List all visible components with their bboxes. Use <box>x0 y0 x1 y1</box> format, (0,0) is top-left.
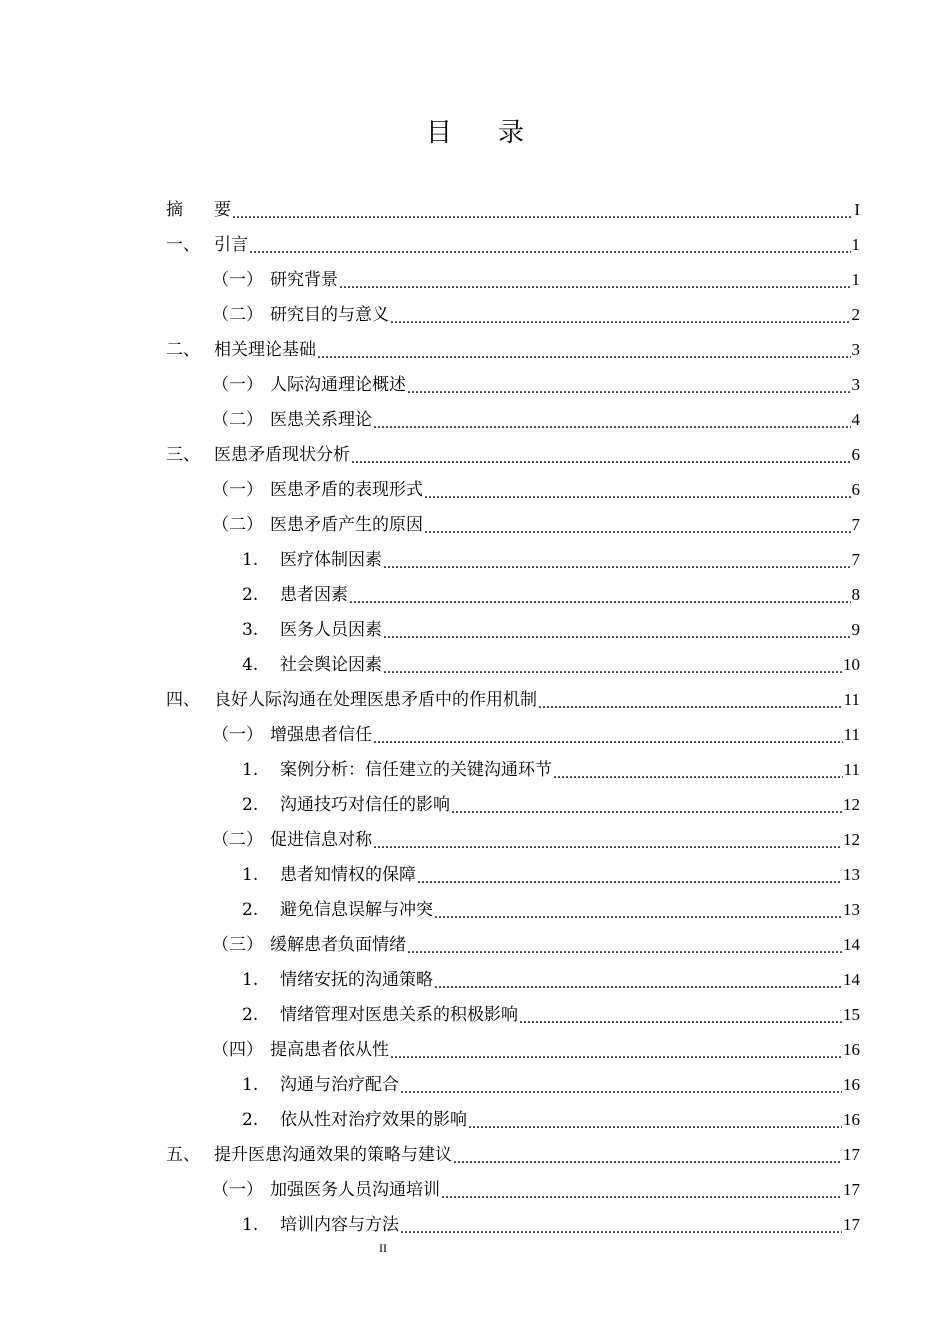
toc-entry-page-number: 16 <box>843 1074 860 1094</box>
toc-entry-label: 情绪安抚的沟通策略 <box>280 969 433 990</box>
toc-entry-page-number: 11 <box>843 759 860 779</box>
dot-leader <box>390 314 851 332</box>
toc-entry-label: 促进信息对称 <box>270 829 372 850</box>
dot-leader <box>383 559 851 577</box>
toc-entry-label: 社会舆论因素 <box>280 654 382 675</box>
toc-entry-number: 3. <box>242 619 259 640</box>
dot-leader <box>373 734 843 752</box>
toc-entry-label: 医务人员因素 <box>280 619 382 640</box>
toc-entry-page-number: 3 <box>851 339 860 359</box>
toc-entry-number: （一） <box>212 479 263 500</box>
toc-entry-page-number: 9 <box>851 619 860 639</box>
toc-entry-label: 沟通技巧对信任的影响 <box>280 794 450 815</box>
dot-leader <box>434 909 842 927</box>
dot-leader <box>232 209 853 227</box>
toc-entry-label: 医疗体制因素 <box>280 549 382 570</box>
toc-entry-number: （三） <box>212 934 263 955</box>
toc-entry-page-number: 2 <box>851 304 860 324</box>
toc-entry[interactable] <box>166 857 860 892</box>
toc-entry-label: 依从性对治疗效果的影响 <box>280 1109 467 1130</box>
toc-entry-page-number: 11 <box>843 724 860 744</box>
toc-entry-number: 2. <box>242 794 259 815</box>
toc-entry[interactable] <box>166 1137 860 1172</box>
toc-entry[interactable] <box>166 507 860 542</box>
toc-entry-page-number: 12 <box>843 829 860 849</box>
toc-entry-label: 缓解患者负面情绪 <box>270 934 406 955</box>
toc-entry-page-number: 4 <box>851 409 860 429</box>
toc-entry-label: 患者知情权的保障 <box>280 864 416 885</box>
dot-leader <box>451 804 842 822</box>
toc-entry-page-number: 8 <box>851 584 860 604</box>
toc-entry-number: 五、 <box>166 1144 200 1165</box>
toc-entry[interactable] <box>166 612 860 647</box>
dot-leader <box>407 944 842 962</box>
toc-entry[interactable] <box>166 1172 860 1207</box>
dot-leader <box>538 699 843 717</box>
toc-entry-page-number: 13 <box>843 899 860 919</box>
dot-leader <box>249 244 851 262</box>
dot-leader <box>339 279 851 297</box>
toc-entry-page-number: 14 <box>843 934 860 954</box>
dot-leader <box>349 594 851 612</box>
dot-leader <box>407 384 851 402</box>
dot-leader <box>453 1154 842 1172</box>
dot-leader <box>351 454 851 472</box>
toc-entry-number: 2. <box>242 1004 259 1025</box>
toc-entry-number: （二） <box>212 514 263 535</box>
dot-leader <box>434 979 842 997</box>
toc-entry-page-number: 15 <box>843 1004 860 1024</box>
page-footer-number: II <box>379 1241 387 1255</box>
toc-entry[interactable] <box>166 227 860 262</box>
toc-entry-number: 1. <box>242 759 259 780</box>
toc-entry[interactable] <box>166 542 860 577</box>
toc-entry[interactable] <box>166 262 860 297</box>
toc-entry-number: 二、 <box>166 339 200 360</box>
toc-entry[interactable] <box>166 822 860 857</box>
toc-entry-label: 引言 <box>214 234 248 255</box>
dot-leader <box>400 1084 842 1102</box>
toc-entry-label: 提升医患沟通效果的策略与建议 <box>214 1144 452 1165</box>
dot-leader <box>317 349 851 367</box>
toc-entry-number: 2. <box>242 899 259 920</box>
toc-entry-page-number: 13 <box>843 864 860 884</box>
toc-entry-number: （一） <box>212 374 263 395</box>
toc-entry[interactable] <box>166 1067 860 1102</box>
dot-leader <box>468 1119 842 1137</box>
toc-entry-number: 一、 <box>166 234 200 255</box>
toc-entry-number: （二） <box>212 829 263 850</box>
toc-entry[interactable] <box>166 752 860 787</box>
toc-entry-page-number: 17 <box>843 1179 860 1199</box>
dot-leader <box>373 839 842 857</box>
toc-entry[interactable] <box>166 367 860 402</box>
toc-entry-page-number: 7 <box>851 514 860 534</box>
toc-entry[interactable] <box>166 472 860 507</box>
toc-entry-label: 沟通与治疗配合 <box>280 1074 399 1095</box>
toc-entry-page-number: 14 <box>843 969 860 989</box>
toc-entry[interactable] <box>166 437 860 472</box>
toc-entry-label: 研究背景 <box>270 269 338 290</box>
dot-leader <box>390 1049 842 1067</box>
toc-entry[interactable] <box>166 717 860 752</box>
toc-entry-label: 培训内容与方法 <box>280 1214 399 1235</box>
toc-entry-page-number: 17 <box>843 1144 860 1164</box>
toc-entry-number: （四） <box>212 1039 263 1060</box>
toc-title-part-2: 录 <box>498 118 525 148</box>
toc-entry-label: 研究目的与意义 <box>270 304 389 325</box>
toc-entry-label: 加强医务人员沟通培训 <box>270 1179 440 1200</box>
toc-entry[interactable] <box>166 927 860 962</box>
toc-entry-number: 2. <box>242 1109 259 1130</box>
toc-entry-number: （一） <box>212 269 263 290</box>
toc-entry-number: （一） <box>212 1179 263 1200</box>
table-of-contents <box>166 192 860 1242</box>
toc-entry[interactable] <box>166 577 860 612</box>
toc-entry[interactable] <box>166 647 860 682</box>
toc-entry-page-number: 17 <box>843 1214 860 1234</box>
toc-entry-number: 2. <box>242 584 259 605</box>
toc-entry-page-number: 11 <box>843 689 860 709</box>
toc-entry-label: 要 <box>214 199 231 220</box>
toc-entry-label: 相关理论基础 <box>214 339 316 360</box>
dot-leader <box>441 1189 842 1207</box>
toc-entry-label: 情绪管理对医患关系的积极影响 <box>280 1004 518 1025</box>
toc-entry-number: 三、 <box>166 444 200 465</box>
toc-entry-label: 良好人际沟通在处理医患矛盾中的作用机制 <box>214 689 537 710</box>
toc-entry[interactable] <box>166 787 860 822</box>
toc-entry-label: 医患关系理论 <box>270 409 372 430</box>
toc-entry[interactable] <box>166 192 860 227</box>
dot-leader <box>553 769 843 787</box>
toc-entry[interactable] <box>166 1207 860 1242</box>
toc-title-part-1: 目 <box>425 118 452 148</box>
toc-entry[interactable] <box>166 997 860 1032</box>
toc-entry-label: 增强患者信任 <box>270 724 372 745</box>
toc-entry-number: 1. <box>242 864 259 885</box>
toc-entry-label: 医患矛盾产生的原因 <box>270 514 423 535</box>
toc-entry[interactable] <box>166 402 860 437</box>
toc-title <box>0 113 950 153</box>
toc-entry-page-number: 6 <box>851 444 860 464</box>
toc-entry-number: （一） <box>212 724 263 745</box>
toc-entry-page-number: 3 <box>851 374 860 394</box>
toc-entry[interactable] <box>166 892 860 927</box>
toc-entry-page-number: 7 <box>851 549 860 569</box>
toc-entry[interactable] <box>166 332 860 367</box>
toc-entry[interactable] <box>166 1032 860 1067</box>
dot-leader <box>400 1224 842 1242</box>
toc-entry-number: （二） <box>212 304 263 325</box>
toc-entry-label: 医患矛盾现状分析 <box>214 444 350 465</box>
toc-entry-number: 1. <box>242 549 259 570</box>
dot-leader <box>383 664 842 682</box>
toc-entry-page-number: I <box>854 199 860 219</box>
toc-entry-label: 医患矛盾的表现形式 <box>270 479 423 500</box>
toc-entry-number: 四、 <box>166 689 200 710</box>
toc-entry-page-number: 16 <box>843 1039 860 1059</box>
toc-entry[interactable] <box>166 297 860 332</box>
toc-entry[interactable] <box>166 962 860 997</box>
toc-entry[interactable] <box>166 682 860 717</box>
toc-entry-number: 1. <box>242 969 259 990</box>
toc-entry-number: 4. <box>242 654 259 675</box>
toc-entry-page-number: 1 <box>851 269 860 289</box>
toc-entry-number: 摘 <box>166 199 183 220</box>
dot-leader <box>424 524 851 542</box>
dot-leader <box>417 874 842 892</box>
toc-entry-page-number: 6 <box>851 479 860 499</box>
toc-entry-page-number: 10 <box>843 654 860 674</box>
toc-entry[interactable] <box>166 1102 860 1137</box>
toc-entry-label: 患者因素 <box>280 584 348 605</box>
toc-entry-page-number: 16 <box>843 1109 860 1129</box>
toc-entry-label: 人际沟通理论概述 <box>270 374 406 395</box>
toc-entry-page-number: 12 <box>843 794 860 814</box>
toc-entry-number: 1. <box>242 1214 259 1235</box>
dot-leader <box>383 629 851 647</box>
toc-entry-label: 案例分析：信任建立的关键沟通环节 <box>280 759 552 780</box>
toc-entry-number: 1. <box>242 1074 259 1095</box>
toc-entry-label: 避免信息误解与冲突 <box>280 899 433 920</box>
dot-leader <box>424 489 851 507</box>
dot-leader <box>519 1014 842 1032</box>
toc-entry-page-number: 1 <box>851 234 860 254</box>
toc-entry-label: 提高患者依从性 <box>270 1039 389 1060</box>
toc-entry-number: （二） <box>212 409 263 430</box>
dot-leader <box>373 419 851 437</box>
